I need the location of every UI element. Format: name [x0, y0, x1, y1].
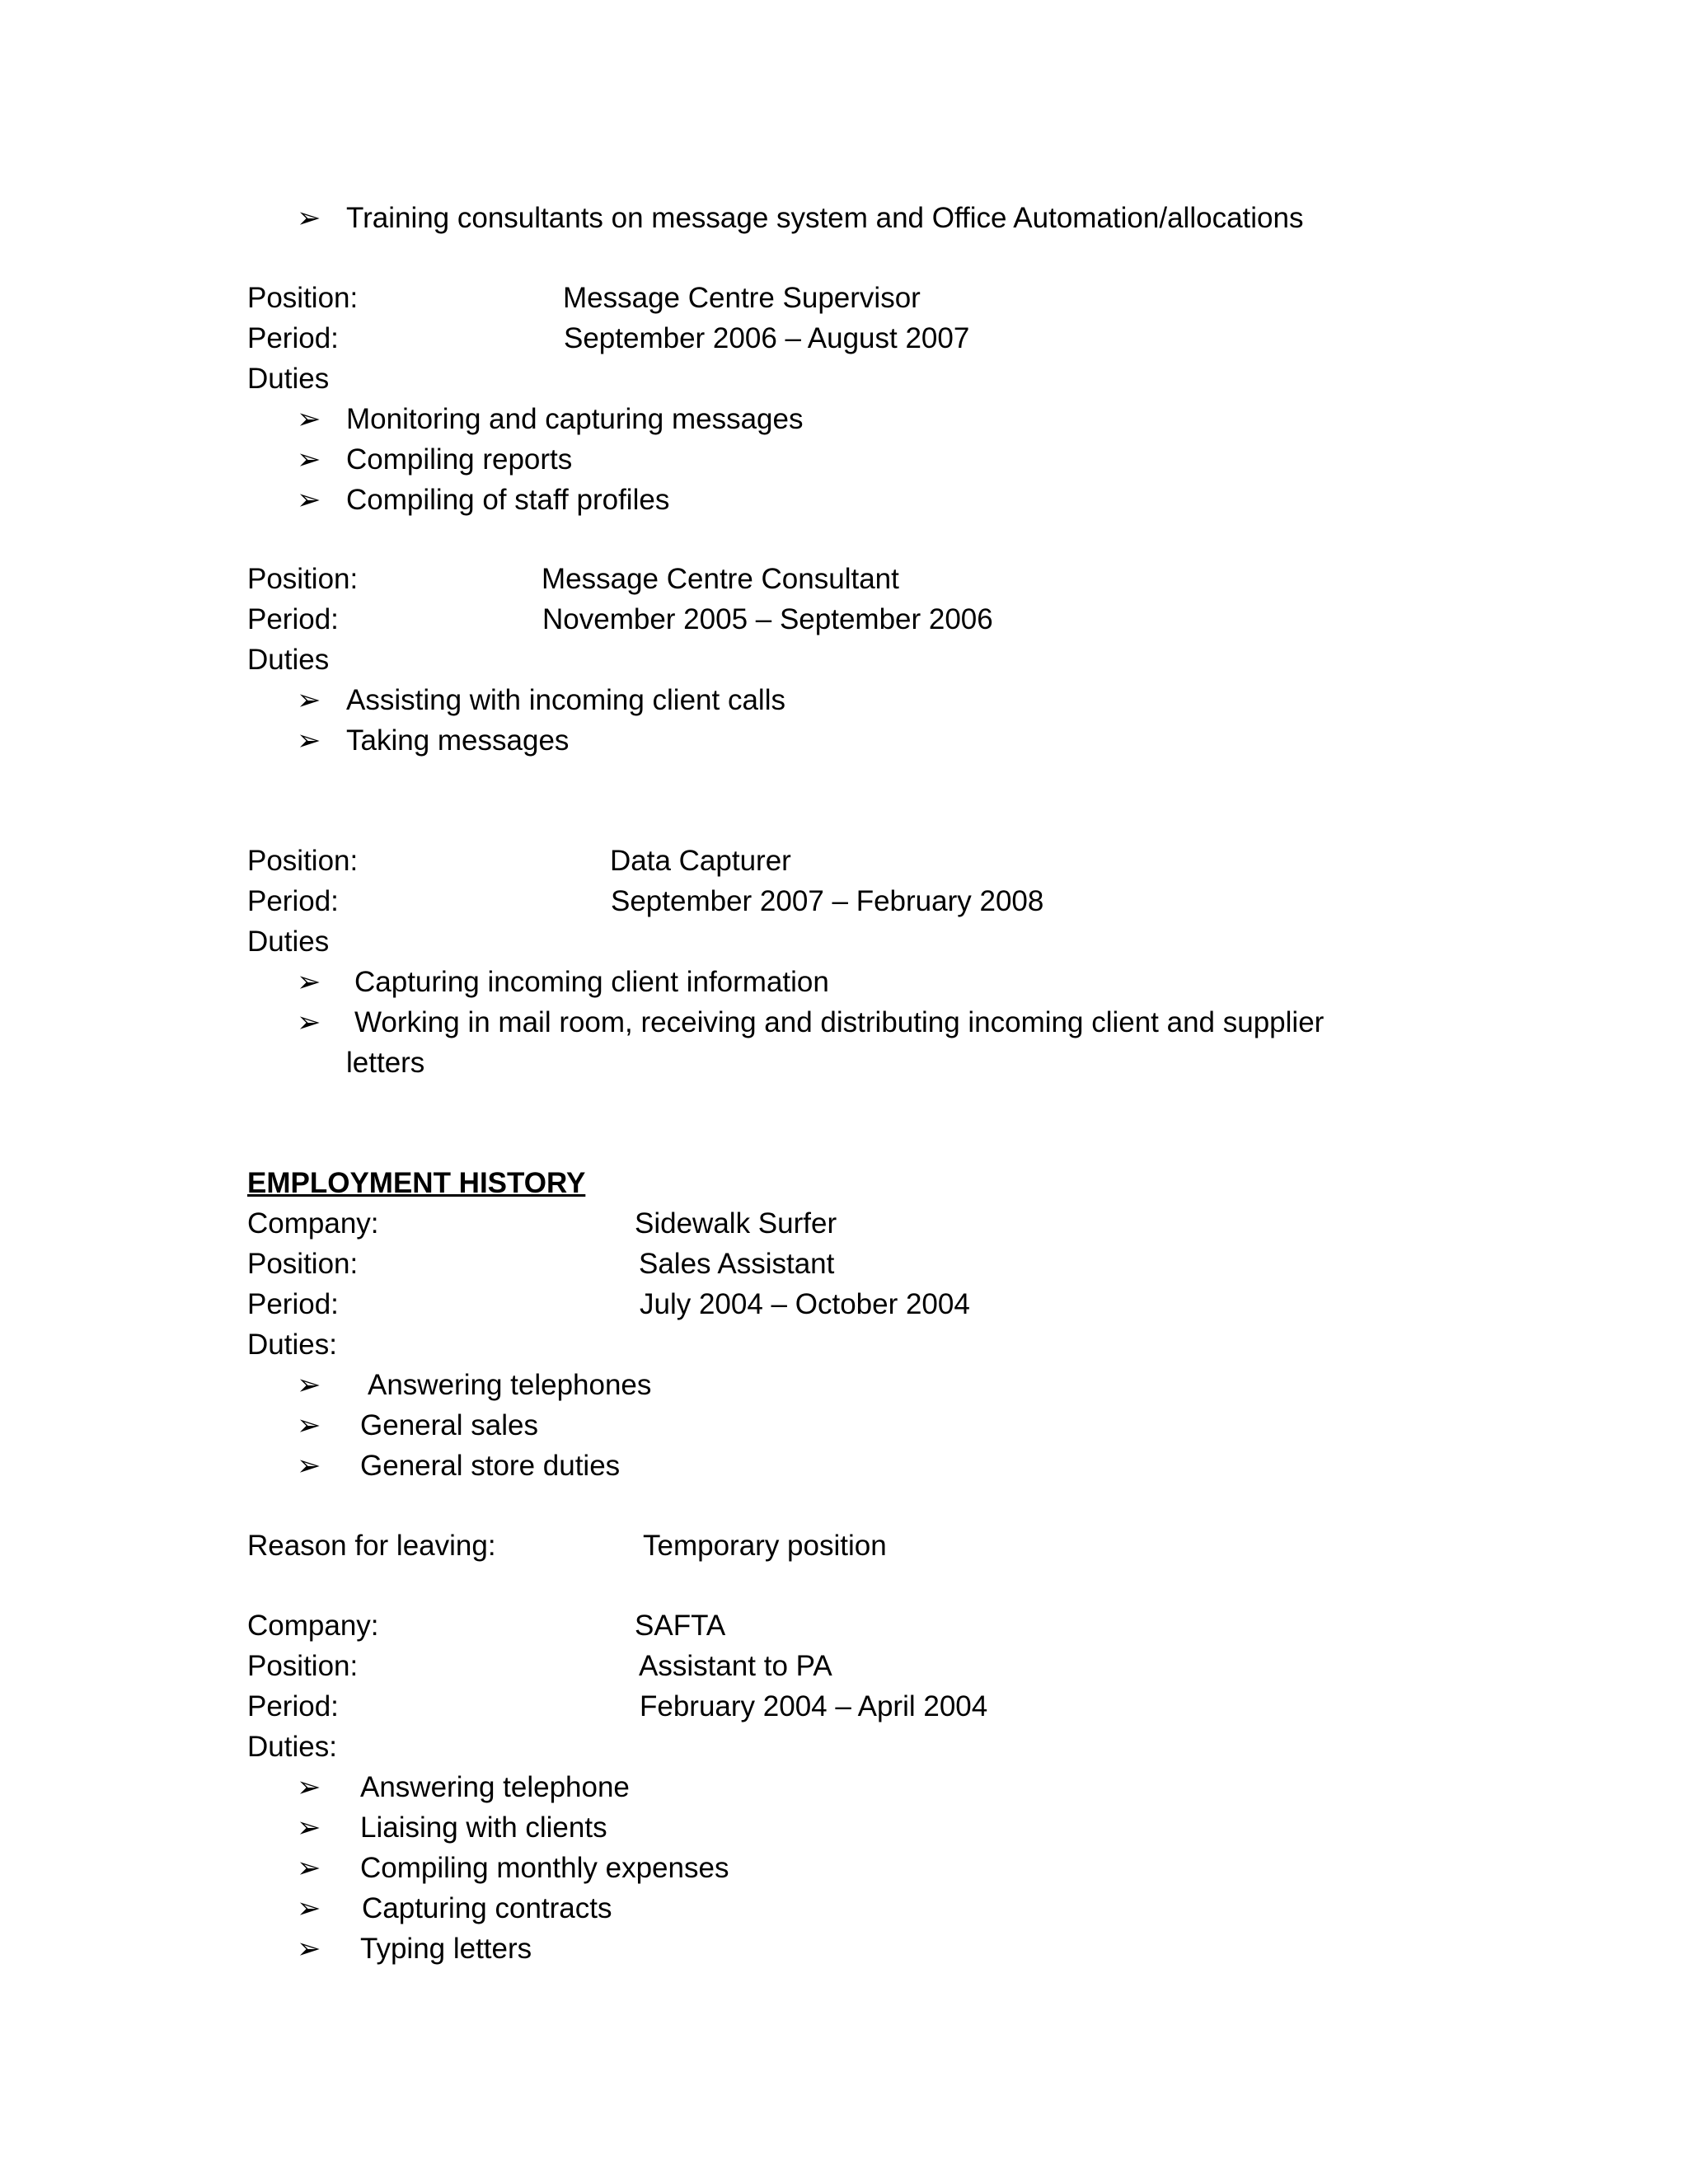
duty-item: General sales [360, 1409, 538, 1441]
arrow-bullet-icon: ➢ [297, 1771, 321, 1803]
arrow-bullet-icon: ➢ [297, 684, 321, 716]
duty-item: Taking messages [346, 724, 570, 757]
duties-label: Duties [247, 644, 330, 676]
arrow-bullet-icon: ➢ [297, 1369, 321, 1401]
reason-label: Reason for leaving: [247, 1530, 496, 1562]
period-label: Period: [247, 322, 339, 354]
duty-item: Capturing contracts [362, 1892, 612, 1924]
position-value: Message Centre Consultant [542, 563, 899, 595]
duty-item: Answering telephones [368, 1369, 652, 1401]
arrow-bullet-icon: ➢ [297, 1409, 321, 1441]
period-label: Period: [247, 1288, 339, 1320]
section-heading: EMPLOYMENT HISTORY [247, 1167, 586, 1199]
duty-item: Working in mail room, receiving and distributing incoming client and supplier [354, 1006, 1325, 1038]
duties-label: Duties [247, 926, 330, 958]
arrow-bullet-icon: ➢ [297, 1811, 321, 1844]
duty-item: Training consultants on message system and Office Automation/allocations [346, 202, 1304, 234]
duty-item: Monitoring and capturing messages [346, 403, 804, 435]
period-value: July 2004 – October 2004 [640, 1288, 970, 1320]
position-value: Assistant to PA [639, 1650, 832, 1682]
position-value: Message Centre Supervisor [563, 282, 921, 314]
period-value: February 2004 – April 2004 [640, 1690, 988, 1722]
company-value: SAFTA [635, 1610, 726, 1642]
company-label: Company: [247, 1207, 379, 1240]
arrow-bullet-icon: ➢ [297, 966, 321, 998]
duty-item-continuation: letters [346, 1047, 425, 1079]
arrow-bullet-icon: ➢ [297, 1933, 321, 1965]
duty-item: Answering telephone [360, 1771, 630, 1803]
period-label: Period: [247, 885, 339, 917]
reason-value: Temporary position [643, 1530, 887, 1562]
arrow-bullet-icon: ➢ [297, 484, 321, 516]
period-value: September 2006 – August 2007 [564, 322, 970, 354]
position-label: Position: [247, 845, 359, 877]
period-label: Period: [247, 1690, 339, 1722]
position-label: Position: [247, 1248, 359, 1280]
arrow-bullet-icon: ➢ [297, 403, 321, 435]
arrow-bullet-icon: ➢ [297, 724, 321, 757]
duties-label: Duties: [247, 1731, 337, 1763]
duties-label: Duties [247, 363, 330, 395]
company-value: Sidewalk Surfer [635, 1207, 837, 1240]
duty-item: General store duties [360, 1450, 621, 1482]
duty-item: Typing letters [360, 1933, 532, 1965]
arrow-bullet-icon: ➢ [297, 1006, 321, 1038]
position-value: Data Capturer [610, 845, 791, 877]
arrow-bullet-icon: ➢ [297, 1852, 321, 1884]
position-value: Sales Assistant [639, 1248, 835, 1280]
arrow-bullet-icon: ➢ [297, 443, 321, 476]
period-value: September 2007 – February 2008 [611, 885, 1044, 917]
duty-item: Capturing incoming client information [354, 966, 829, 998]
position-label: Position: [247, 1650, 359, 1682]
duty-item: Compiling reports [346, 443, 573, 476]
arrow-bullet-icon: ➢ [297, 202, 321, 234]
arrow-bullet-icon: ➢ [297, 1892, 321, 1924]
arrow-bullet-icon: ➢ [297, 1450, 321, 1482]
duty-item: Compiling of staff profiles [346, 484, 670, 516]
period-value: November 2005 – September 2006 [542, 603, 993, 635]
duty-item: Liaising with clients [360, 1811, 607, 1844]
company-label: Company: [247, 1610, 379, 1642]
duty-item: Assisting with incoming client calls [346, 684, 785, 716]
duty-item: Compiling monthly expenses [360, 1852, 729, 1884]
position-label: Position: [247, 563, 359, 595]
position-label: Position: [247, 282, 359, 314]
duties-label: Duties: [247, 1329, 337, 1361]
period-label: Period: [247, 603, 339, 635]
